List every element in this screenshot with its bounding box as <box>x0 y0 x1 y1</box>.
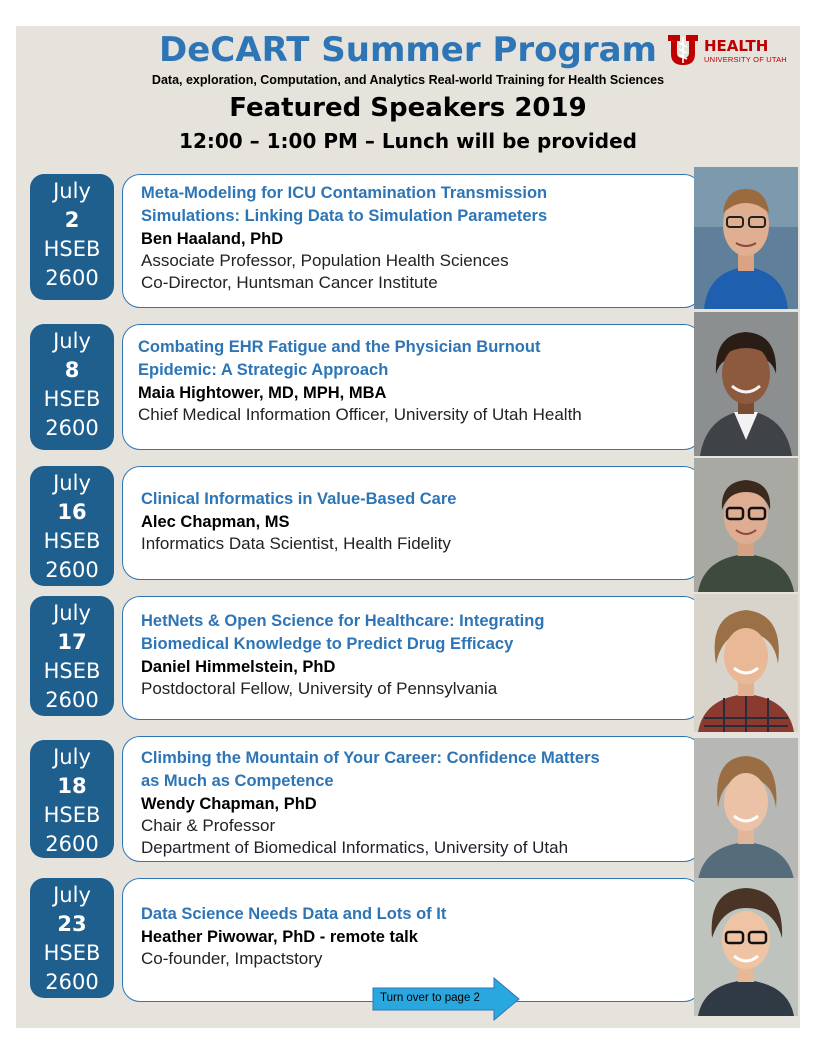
speaker-role: Department of Biomedical Informatics, University of Utah <box>141 838 569 857</box>
talk-card <box>122 736 702 862</box>
page-subtitle: Data, exploration, Computation, and Analytics Real-world Training for Health Sciences <box>151 73 665 87</box>
date-room: 2600 <box>45 688 99 712</box>
talk-card <box>122 324 702 450</box>
date-room: 2600 <box>45 832 99 856</box>
date-month: July <box>53 883 91 907</box>
date-block <box>30 740 114 858</box>
speaker-name: Maia Hightower, MD, MPH, MBA <box>138 384 387 402</box>
date-day: 18 <box>57 774 87 798</box>
logo-university-text: UNIVERSITY OF UTAH <box>704 55 787 64</box>
speaker-role: Co-Director, Huntsman Cancer Institute <box>141 273 438 292</box>
speaker-role: Chief Medical Information Officer, University of Utah Health <box>138 405 582 424</box>
university-of-utah-health-logo <box>666 33 788 69</box>
talk-title: Data Science Needs Data and Lots of It <box>141 905 447 923</box>
date-room: 2600 <box>45 416 99 440</box>
speaker-photo <box>694 312 798 456</box>
talk-card <box>122 174 702 308</box>
page-title: DeCART Summer Program <box>159 30 657 70</box>
talk-title: Simulations: Linking Data to Simulation Parameters <box>141 207 548 225</box>
date-month: July <box>53 601 91 625</box>
speaker-name: Heather Piwowar, PhD - remote talk <box>141 928 418 946</box>
date-room: 2600 <box>45 970 99 994</box>
date-month: July <box>53 745 91 769</box>
speaker-photo <box>694 594 798 732</box>
date-building: HSEB <box>43 529 101 553</box>
talk-title: Combating EHR Fatigue and the Physician Burnout <box>138 338 541 356</box>
talk-card <box>122 596 702 720</box>
speaker-photo <box>694 738 798 880</box>
date-building: HSEB <box>43 659 101 683</box>
talk-card <box>122 466 702 580</box>
talk-title: HetNets & Open Science for Healthcare: Integrating <box>141 612 545 630</box>
date-day: 8 <box>64 358 80 382</box>
date-building: HSEB <box>43 941 101 965</box>
talk-title: Epidemic: A Strategic Approach <box>138 361 389 379</box>
speaker-name: Wendy Chapman, PhD <box>141 795 317 813</box>
date-block <box>30 174 114 300</box>
talk-title: Climbing the Mountain of Your Career: Confidence Matters <box>141 749 600 767</box>
speaker-photo <box>694 458 798 592</box>
logo-health-text: HEALTH <box>704 37 769 55</box>
date-block <box>30 324 114 450</box>
date-building: HSEB <box>43 237 101 261</box>
talk-title: Meta-Modeling for ICU Contamination Transmission <box>141 184 548 202</box>
date-room: 2600 <box>45 266 99 290</box>
block-u-icon <box>666 33 700 67</box>
speaker-photo <box>694 878 798 1016</box>
speaker-role: Associate Professor, Population Health Sciences <box>141 251 509 270</box>
date-block <box>30 466 114 586</box>
speaker-role: Co-founder, Impactstory <box>141 949 323 968</box>
date-day: 23 <box>57 912 87 936</box>
date-month: July <box>53 329 91 353</box>
date-month: July <box>53 471 91 495</box>
talk-title: Biomedical Knowledge to Predict Drug Efficacy <box>141 635 514 653</box>
date-day: 2 <box>64 208 80 232</box>
featured-heading: Featured Speakers 2019 <box>229 93 587 123</box>
speaker-name: Alec Chapman, MS <box>141 513 290 531</box>
speaker-photo <box>694 167 798 309</box>
time-note: 12:00 – 1:00 PM – Lunch will be provided <box>179 129 637 153</box>
date-block <box>30 596 114 716</box>
date-building: HSEB <box>43 387 101 411</box>
date-day: 16 <box>57 500 87 524</box>
talk-title: as Much as Competence <box>141 772 334 790</box>
speaker-role: Postdoctoral Fellow, University of Pennsylvania <box>141 679 498 698</box>
turn-over-arrow <box>372 977 520 1021</box>
speaker-name: Daniel Himmelstein, PhD <box>141 658 336 676</box>
speaker-name: Ben Haaland, PhD <box>141 230 284 248</box>
date-room: 2600 <box>45 558 99 582</box>
talk-title: Clinical Informatics in Value-Based Care <box>141 490 457 508</box>
turn-over-label: Turn over to page 2 <box>380 992 480 1004</box>
date-block <box>30 878 114 998</box>
date-day: 17 <box>57 630 87 654</box>
date-month: July <box>53 179 91 203</box>
date-building: HSEB <box>43 803 101 827</box>
speaker-role: Chair & Professor <box>141 816 276 835</box>
speaker-role: Informatics Data Scientist, Health Fidelity <box>141 534 451 553</box>
